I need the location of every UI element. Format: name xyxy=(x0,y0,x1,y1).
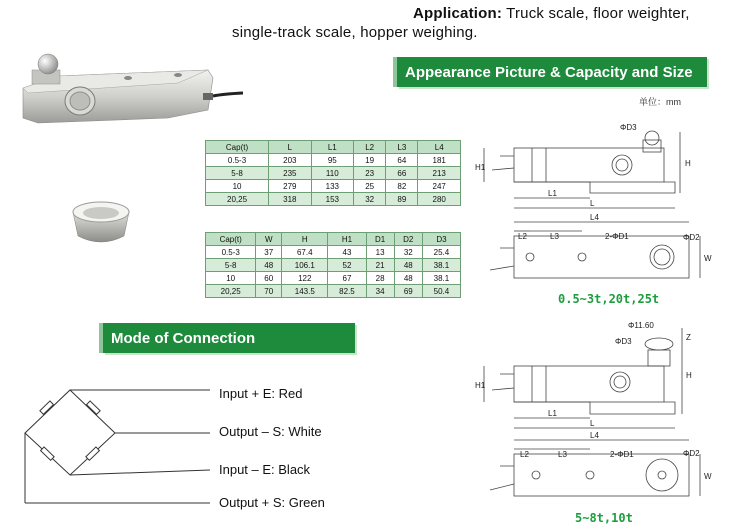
table-header-cell: H xyxy=(282,233,328,246)
table-cell: 37 xyxy=(256,246,282,259)
table-cell: 19 xyxy=(354,154,386,167)
wire-label-output-plus: Output + S: Green xyxy=(219,495,325,510)
table-cell: 110 xyxy=(311,167,354,180)
dim-label-phi-d3: ΦD3 xyxy=(615,337,632,346)
dim-label-h: H xyxy=(686,371,692,380)
table-cell: 67 xyxy=(328,272,366,285)
table-header-cell: H1 xyxy=(328,233,366,246)
table-cell: 20,25 xyxy=(206,285,256,298)
application-text xyxy=(232,4,727,42)
table-cell: 25.4 xyxy=(422,246,460,259)
wire-label-output-minus: Output – S: White xyxy=(219,424,322,439)
table-row xyxy=(206,154,461,167)
table-row xyxy=(206,259,461,272)
wire-label-input-minus: Input – E: Black xyxy=(219,462,311,477)
table-header-cell: D3 xyxy=(422,233,460,246)
table-header-cell: L4 xyxy=(418,141,461,154)
table-cell: 0.5-3 xyxy=(206,154,269,167)
appearance-banner xyxy=(397,57,707,87)
table-cell: 69 xyxy=(394,285,422,298)
table-header-row xyxy=(206,233,461,246)
application-text-line1: Truck scale, floor weighter, xyxy=(506,5,690,22)
dim-label-holes: 2-ΦD1 xyxy=(605,232,629,241)
table-row xyxy=(206,246,461,259)
dim-label-l2: L2 xyxy=(520,450,529,459)
table-row xyxy=(206,180,461,193)
table-header-cell: D2 xyxy=(394,233,422,246)
table-cell: 34 xyxy=(366,285,394,298)
table-cell: 32 xyxy=(354,193,386,206)
dim-label-w: W xyxy=(704,472,712,481)
load-cell-photo xyxy=(18,48,243,128)
dim-label-h1: H1 xyxy=(475,381,486,390)
dim-label-l3: L3 xyxy=(550,232,559,241)
dim-label-w: W xyxy=(704,254,712,263)
table-cell: 10 xyxy=(206,272,256,285)
dim-label-phi-d3: ΦD3 xyxy=(620,123,637,132)
dim-label-phi-1160: Φ11.60 xyxy=(628,321,654,330)
table-header-cell: Cap(t) xyxy=(206,141,269,154)
table-cell: 106.1 xyxy=(282,259,328,272)
dim-label-phi-d2: ΦD2 xyxy=(683,449,700,458)
dimension-table-2 xyxy=(205,232,461,298)
table-header-cell: L1 xyxy=(311,141,354,154)
mounting-cup-photo xyxy=(70,196,132,246)
technical-drawing-1 xyxy=(470,118,728,293)
technical-drawing-2 xyxy=(470,318,728,508)
table-cell: 60 xyxy=(256,272,282,285)
table-header-cell: L xyxy=(269,141,312,154)
table-cell: 66 xyxy=(386,167,418,180)
table-row xyxy=(206,272,461,285)
dim-label-l2: L2 xyxy=(518,232,527,241)
table-cell: 279 xyxy=(269,180,312,193)
dim-label-phi-d2: ΦD2 xyxy=(683,233,700,242)
drawing-2-caption: 5~8t,10t xyxy=(575,511,633,525)
table-header-row xyxy=(206,141,461,154)
table-cell: 48 xyxy=(256,259,282,272)
dim-label-l1: L1 xyxy=(548,189,557,198)
table-cell: 143.5 xyxy=(282,285,328,298)
dim-label-l: L xyxy=(590,199,595,208)
table-cell: 82.5 xyxy=(328,285,366,298)
table-cell: 70 xyxy=(256,285,282,298)
dim-label-l: L xyxy=(590,419,595,428)
table-cell: 64 xyxy=(386,154,418,167)
table-cell: 318 xyxy=(269,193,312,206)
wheatstone-bridge-diagram xyxy=(10,375,220,520)
table-header-cell: L3 xyxy=(386,141,418,154)
table-cell: 122 xyxy=(282,272,328,285)
unit-label: 单位：mm xyxy=(639,97,681,107)
dim-label-holes: 2-ΦD1 xyxy=(610,450,634,459)
table-header-cell: L2 xyxy=(354,141,386,154)
mode-banner-text: Mode of Connection xyxy=(111,329,256,347)
dim-label-h1: H1 xyxy=(475,163,486,172)
table-cell: 133 xyxy=(311,180,354,193)
dim-label-l4: L4 xyxy=(590,213,599,222)
table-cell: 38.1 xyxy=(422,259,460,272)
table-cell: 0.5-3 xyxy=(206,246,256,259)
table-cell: 181 xyxy=(418,154,461,167)
table-cell: 48 xyxy=(394,272,422,285)
dim-label-l1: L1 xyxy=(548,409,557,418)
table-cell: 38.1 xyxy=(422,272,460,285)
table-row xyxy=(206,193,461,206)
table-cell: 13 xyxy=(366,246,394,259)
dim-label-l3: L3 xyxy=(558,450,567,459)
table-row xyxy=(206,285,461,298)
table-header-cell: W xyxy=(256,233,282,246)
application-label: Application: xyxy=(413,5,503,22)
table-cell: 95 xyxy=(311,154,354,167)
wire-label-input-plus: Input + E: Red xyxy=(219,386,303,401)
table-cell: 5-8 xyxy=(206,259,256,272)
drawing-1-caption: 0.5~3t,20t,25t xyxy=(558,292,660,306)
dimension-table-1 xyxy=(205,140,461,206)
dim-label-z: Z xyxy=(686,333,691,342)
table-cell: 235 xyxy=(269,167,312,180)
table-cell: 247 xyxy=(418,180,461,193)
table-cell: 280 xyxy=(418,193,461,206)
table-cell: 43 xyxy=(328,246,366,259)
table-cell: 23 xyxy=(354,167,386,180)
table-cell: 5-8 xyxy=(206,167,269,180)
appearance-banner-text: Appearance Picture & Capacity and Size xyxy=(405,63,693,81)
dim-label-h: H xyxy=(685,159,691,168)
table-header-cell: D1 xyxy=(366,233,394,246)
table-cell: 50.4 xyxy=(422,285,460,298)
mode-banner xyxy=(103,323,355,353)
dim-label-l4: L4 xyxy=(590,431,599,440)
table-cell: 28 xyxy=(366,272,394,285)
table-cell: 52 xyxy=(328,259,366,272)
table-cell: 203 xyxy=(269,154,312,167)
application-text-line2: single-track scale, hopper weighing. xyxy=(232,24,478,41)
table-cell: 10 xyxy=(206,180,269,193)
table-header-cell: Cap(t) xyxy=(206,233,256,246)
table-cell: 25 xyxy=(354,180,386,193)
table-cell: 153 xyxy=(311,193,354,206)
table-cell: 20,25 xyxy=(206,193,269,206)
table-cell: 67.4 xyxy=(282,246,328,259)
table-cell: 213 xyxy=(418,167,461,180)
table-cell: 82 xyxy=(386,180,418,193)
table-cell: 48 xyxy=(394,259,422,272)
table-cell: 89 xyxy=(386,193,418,206)
table-row xyxy=(206,167,461,180)
table-cell: 21 xyxy=(366,259,394,272)
table-cell: 32 xyxy=(394,246,422,259)
